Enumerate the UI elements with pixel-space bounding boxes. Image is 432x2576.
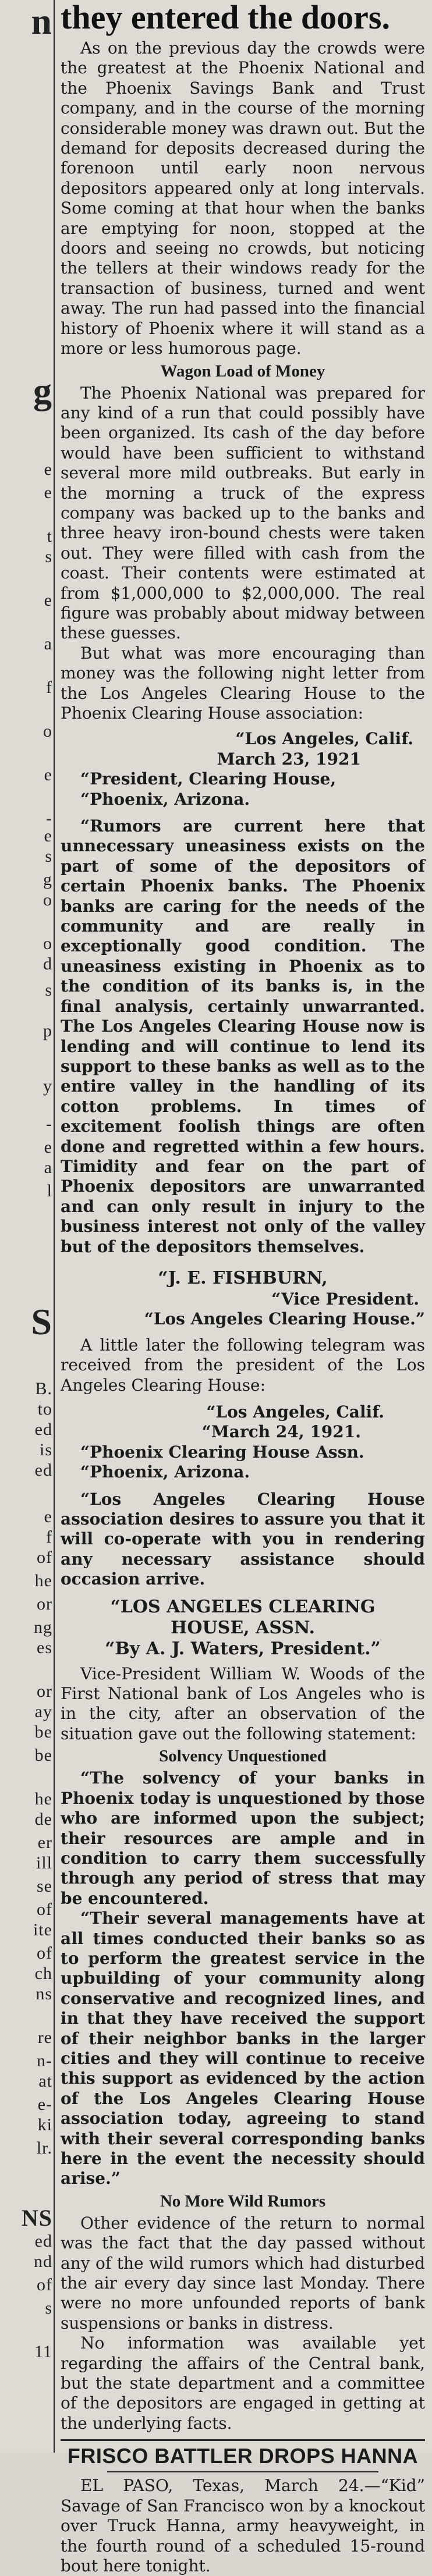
adjacent-column-fragment: t xyxy=(47,527,52,546)
paragraph-run-ended: As on the previous day the crowds were the greatest at the Phoenix National and the Phoenix Savings Bank and Trust company, and in the course of the morning considerable money was drawn out. But the demand for deposits decreased during the forenoon until early noon nervous depositors appeared only at long intervals. Some coming at that hour when the banks are emptying for noon, stopped at the doors and seeing no crowds, but noticing the tellers at their windows ready for the transaction of business, turned and went away. The run had passed into the financial history of Phoenix where it will stand as a more or less humorous page. xyxy=(61,38,425,358)
adjacent-column-fragment: - xyxy=(46,809,52,828)
paragraph-woods-statement-intro: Vice-President William W. Woods of the First National bank of Los Angeles who is in the city, after an observation of the situation gave out the following statement: xyxy=(61,1664,425,1743)
adjacent-column-fragment: s xyxy=(45,547,52,566)
adjacent-column-fragment: y xyxy=(43,1076,52,1096)
adjacent-column-fragment: he xyxy=(34,1789,52,1808)
adjacent-column-fragment: e xyxy=(44,1507,52,1526)
adjacent-column-fragment: nd xyxy=(34,2252,52,2271)
quote-solvency: “The solvency of your banks in Phoenix today is unquestioned by those who are informed upon the subject; their resources are ample and in condition to carry them successfully through any period of stress that may be encountered. xyxy=(61,1768,425,1908)
quote-managements: “Their several managements have at all times conducted their banks so as to perform the greatest service in the upbuilding of your community along conservative and recognized lines, and in that they have received the support of their neighbor banks in the larger cities and they will continue to receive this support as evidenced by the action of the Los Angeles Clearing House association today, agreeing to stand with their several corresponding banks here in the event the necessity should arise.” xyxy=(61,1909,425,2188)
adjacent-column-fragment: be xyxy=(34,1746,52,1765)
subhead-wagon-load: Wagon Load of Money xyxy=(160,361,325,381)
adjacent-column-fragment: at xyxy=(38,2072,52,2091)
letter1-recipient-city: “Phoenix, Arizona. xyxy=(80,789,250,809)
adjacent-column-fragment: e xyxy=(44,591,52,610)
adjacent-column-fragment: a xyxy=(44,1158,52,1177)
adjacent-column-fragment: f xyxy=(46,678,52,697)
adjacent-column-fragment: of xyxy=(37,2275,52,2294)
letter2-signature-assn: HOUSE, ASSN. xyxy=(171,1617,315,1638)
adjacent-column-fragment: - xyxy=(46,1114,52,1134)
adjacent-column-fragment: ch xyxy=(34,1964,52,1983)
letter2-dateline-date: “March 24, 1921. xyxy=(201,1422,361,1442)
adjacent-column-fragment: of xyxy=(37,1943,52,1963)
letter1-body: “Rumors are current here that unnecessary uneasiness exists on the part of some of the depositors of certain Phoenix banks. The Phoenix banks are caring for the needs of the community and are really in exceptionally good condition. The uneasiness existing in Phoenix as to the condition of its banks is, in the final analysis, certainly unwarranted. The Los Angeles Clearing House now is lending and will continue to lend its support to these banks as well as to the entire valley in the handling of its cotton problems. In times of excitement foolish things are often done and regretted within a few hours. Timidity and fear on the part of Phoenix depositors are unwarranted and can only result in injury to the business interest not only of the valley but of the depositors themselves. xyxy=(61,816,425,1256)
adjacent-column-fragment: de xyxy=(34,1810,52,1829)
adjacent-column-fragment: e xyxy=(44,460,52,479)
adjacent-column-fragment: ng xyxy=(34,1618,52,1637)
adjacent-column-fragment: d xyxy=(43,954,52,973)
adjacent-column-fragment: p xyxy=(43,1021,52,1040)
letter2-body: “Los Angeles Clearing House association desires to assure you that it will co-operate with you in rendering any necessary assistance should occasion arrive. xyxy=(61,1489,425,1589)
adjacent-column-fragment: s xyxy=(45,980,52,1000)
letter1-dateline-date: March 23, 1921 xyxy=(217,749,361,769)
letter2-recipient-city: “Phoenix, Arizona. xyxy=(80,1462,250,1482)
letter2-signature-by: “By A. J. Waters, President.” xyxy=(105,1638,381,1659)
paragraph-night-letter-intro: But what was more encouraging than money was the following night letter from the Los Angeles Clearing House to the Phoenix Clearing House association: xyxy=(61,643,425,723)
adjacent-column-fragment: or xyxy=(37,1594,52,1614)
adjacent-column-fragment: a xyxy=(44,634,52,653)
adjacent-column-fragment: he xyxy=(34,1571,52,1590)
adjacent-column-fragment: B. xyxy=(35,1379,52,1398)
letter2-signature-org: “LOS ANGELES CLEARING xyxy=(110,1596,376,1617)
adjacent-column-fragment: e xyxy=(44,483,52,502)
paragraph-central-bank: No information was available yet regarding the affairs of the Central bank, but the state department and a committee of the depositors are engaged in getting at the underlying facts. xyxy=(61,2333,425,2433)
subhead-no-more-rumors: No More Wild Rumors xyxy=(160,2191,326,2211)
adjacent-column-fragment: 11 xyxy=(34,2342,52,2361)
adjacent-column-fragment: ed xyxy=(34,2232,52,2251)
adjacent-column-fragment: e xyxy=(44,765,52,784)
adjacent-column-fragment: g xyxy=(43,870,52,889)
adjacent-column-fragment: S xyxy=(31,1301,52,1342)
letter1-dateline-city: “Los Angeles, Calif. xyxy=(235,729,413,749)
adjacent-column-fragment: e xyxy=(44,826,52,845)
letter1-signature-title: “Vice President. xyxy=(271,1289,419,1309)
adjacent-column-fragment: o xyxy=(43,934,52,953)
adjacent-column-fragment: ns xyxy=(36,1984,52,2003)
letter1-recipient: “President, Clearing House, xyxy=(80,769,337,789)
adjacent-column-fragment: ite xyxy=(33,1920,52,1939)
adjacent-column-fragment: es xyxy=(37,1638,52,1657)
article-headline-tail: they entered the doors. xyxy=(61,0,390,36)
adjacent-column-fragment: n- xyxy=(37,2051,52,2070)
article-column xyxy=(61,0,425,2575)
adjacent-column-fragment: er xyxy=(37,1833,52,1852)
adjacent-column-fragments xyxy=(0,0,55,2453)
adjacent-column-fragment: ki xyxy=(37,2115,52,2134)
paragraph-cash-shipment: The Phoenix National was prepared for any kind of a run that could possibly have been organized. Its cash of the day before would have been sufficient to withstand several more mild outbreaks. But early in the morning a truck of the express company was backed up to the banks and three heavy iron-bound chests were taken out. They were filled with cash from the coast. Their contents were estimated at from $1,000,000 to $2,000,000. The real figure was probably about midway between these guesses. xyxy=(61,383,425,643)
adjacent-column-fragment: to xyxy=(37,1399,52,1419)
letter2-recipient: “Phoenix Clearing House Assn. xyxy=(80,1442,364,1462)
headline-underline xyxy=(107,2471,378,2472)
adjacent-column-fragment: o xyxy=(43,890,52,909)
adjacent-column-fragment: NS xyxy=(21,2205,52,2231)
letter1-signature-org: “Los Angeles Clearing House.” xyxy=(144,1309,425,1329)
adjacent-column-fragment: ay xyxy=(34,1702,52,1721)
adjacent-column-fragment: or xyxy=(37,1682,52,1701)
adjacent-column-fragment: n xyxy=(31,1,52,42)
adjacent-column-fragment: of xyxy=(37,1900,52,1919)
adjacent-column-fragment: l xyxy=(47,1181,52,1200)
adjacent-column-fragment: g xyxy=(33,370,52,411)
adjacent-column-fragment: lr. xyxy=(36,2138,52,2158)
adjacent-column-fragment: ill xyxy=(36,1853,52,1873)
paragraph-telegram-intro: A little later the following telegram was received from the president of the Los Angeles Clearing House: xyxy=(61,1335,425,1395)
adjacent-column-fragment: o xyxy=(43,722,52,741)
adjacent-column-fragment: f xyxy=(46,1527,52,1547)
paragraph-return-to-normal: Other evidence of the return to normal was the fact that the day passed without any of the wild rumors which had disturbed the air every day since last Monday. There were no more unfounded reports of bank suspensions or banks in distress. xyxy=(61,2213,425,2333)
adjacent-column-fragment: s xyxy=(45,2298,52,2318)
adjacent-column-fragment: e- xyxy=(37,2095,52,2114)
adjacent-column-fragment: s xyxy=(45,847,52,866)
adjacent-column-fragment: be xyxy=(34,1722,52,1742)
letter2-dateline-city: “Los Angeles, Calif. xyxy=(206,1402,384,1422)
adjacent-column-fragment: of xyxy=(37,1548,52,1567)
letter1-signature-name: “J. E. FISHBURN, xyxy=(158,1267,328,1288)
adjacent-column-fragment: se xyxy=(37,1877,52,1896)
adjacent-column-fragment: ed xyxy=(34,1420,52,1439)
subhead-solvency: Solvency Unquestioned xyxy=(159,1747,327,1766)
paragraph-el-paso-bout: EL PASO, Texas, March 24.—“Kid” Savage of San Francisco won by a knockout over Truck Hanna, army heavyweight, in the fourth round of a scheduled 15-round bout here tonight. xyxy=(61,2476,425,2575)
headline-frisco-battler: FRISCO BATTLER DROPS HANNA xyxy=(67,2444,419,2468)
adjacent-column-fragment: re xyxy=(37,2028,52,2047)
adjacent-column-fragment: e xyxy=(44,1138,52,1157)
section-divider xyxy=(61,2439,425,2441)
adjacent-column-fragment: is xyxy=(39,1440,52,1459)
adjacent-column-fragment: ed xyxy=(34,1461,52,1480)
